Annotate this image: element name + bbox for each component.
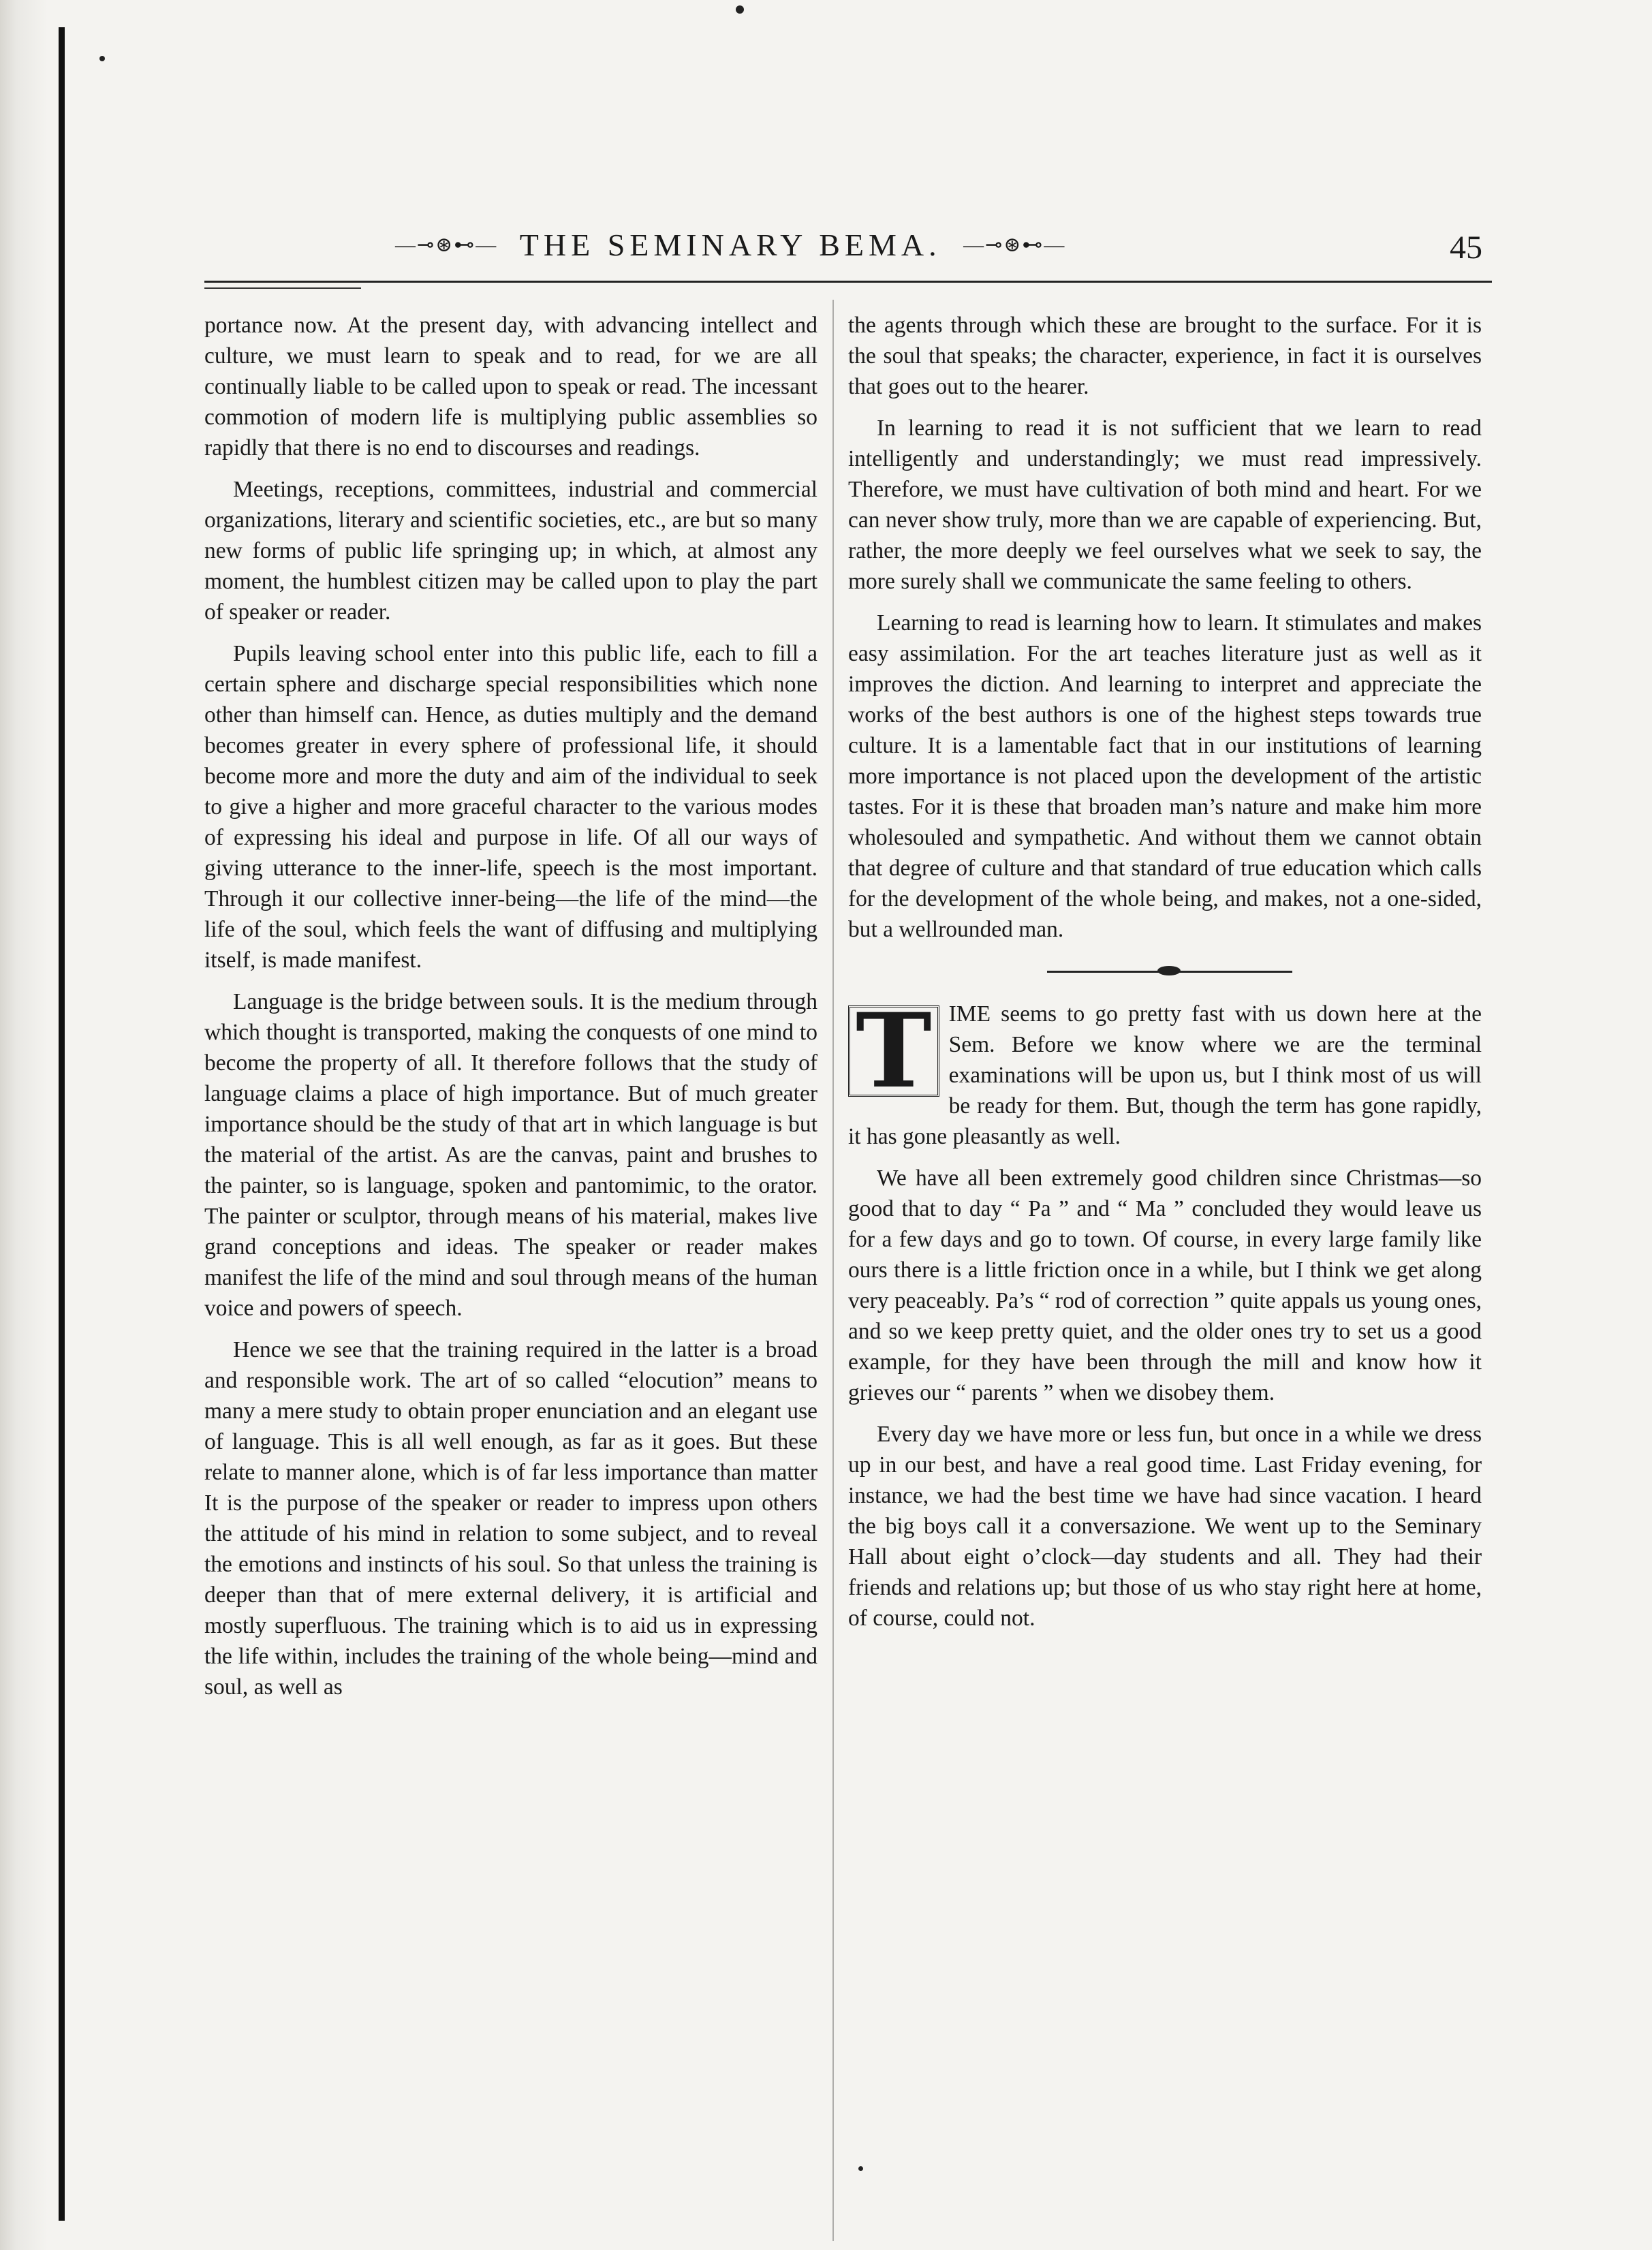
page-number: 45 bbox=[1450, 230, 1482, 266]
paragraph: Learning to read is learning how to learn. It stimulates and makes easy assimilation. For the art teaches literature just as well as it improves the diction. And learning to interpret and appreciate the works of the best authors is one of the highest steps towards true culture. It is a lamentable fact that in our institutions of learning more importance is not placed upon the development of the artistic tastes. For it is these that broaden man’s nature and make him more wholesouled and sympathetic. And without them we cannot obtain that degree of culture and that standard of true education which calls for the development of the whole being, and makes, not a one-sided, but a wellrounded man. bbox=[848, 610, 1482, 942]
right-column bbox=[848, 310, 1482, 1644]
paragraph: Hence we see that the training required in the latter is a broad and responsible work. The art of so called “elocution” means to many a mere study to obtain proper enunciation and an elegant use of language. This is all well enough, as far as it goes. But these relate to manner alone, which is of far less importance than matter It is the purpose of the speaker or reader to impress upon others the attitude of his mind in relation to some subject, and to reveal the emotions and instincts of his soul. So that unless the training is deeper than that of mere external delivery, it is artificial and mostly superfluous. The training which is to aid us in expressing the life within, includes the training of the whole being—mind and soul, as well as bbox=[204, 1337, 817, 1700]
header-rule-short bbox=[204, 287, 361, 289]
page-binding-shadow bbox=[0, 0, 48, 2250]
ink-speck bbox=[99, 56, 105, 61]
section-divider bbox=[1047, 971, 1292, 973]
header-ornament-right: —⊸⊛⊷— bbox=[963, 233, 1066, 256]
drop-cap: T bbox=[848, 1005, 939, 1097]
page-edge-line bbox=[59, 27, 65, 2221]
ink-speck bbox=[736, 5, 744, 14]
header-rule bbox=[204, 281, 1492, 283]
paragraph: Meetings, receptions, committees, industrial and commercial organizations, literary and scientific societies, etc., are but so many new forms of public life springing up; in which, at almost any moment, the humblest citizen may be called upon to play the part of speaker or reader. bbox=[204, 477, 817, 625]
paragraph bbox=[848, 991, 1482, 1152]
paragraph: Every day we have more or less fun, but once in a while we dress up in our best, and have a real good time. Last Friday evening, for instance, we had the best time we have had since vacation. I heard the big boys call it a conversazione. We went up to the Seminary Hall about eight o’clock—day students and all. They had their friends and relations up; but those of us who stay right here at home, of course, could not. bbox=[848, 1422, 1482, 1631]
paragraph: We have all been extremely good children since Christmas—so good that to day “ Pa ” and “ Ma ” concluded they would leave us for a few days and go to town. Of course, in every large family like ours there is a little friction once in a while, but I think we get along very peaceably. Pa’s “ rod of correction ” quite appals us young ones, and so we keep pretty quiet, and the older ones try to set us a good example, for they have been through the mill and know how it grieves our “ parents ” when we disobey them. bbox=[848, 1166, 1482, 1405]
column-divider bbox=[832, 300, 834, 2241]
ink-speck bbox=[858, 2166, 863, 2171]
paragraph: the agents through which these are brought to the surface. For it is the soul that speaks; the character, experience, in fact it is ourselves that goes out to the hearer. bbox=[848, 313, 1482, 399]
header-ornament-left: —⊸⊛⊷— bbox=[395, 233, 498, 256]
paragraph: In learning to read it is not sufficient that we learn to read intelligently and understandingly; we must read impressively. Therefore, we must have cultivation of both mind and heart. For we can never show truly, more than we are capable of experiencing. But, rather, the more deeply we feel ourselves what we seek to say, the more surely shall we communicate the same feeling to others. bbox=[848, 416, 1482, 594]
paragraph-text: IME seems to go pretty fast with us down here at the Sem. Before we know where we are the terminal examinations will be upon us, but I think most of us will be ready for them. But, though the term has gone rapidly, it has gone pleasantly as well. bbox=[848, 1001, 1482, 1149]
running-header bbox=[395, 223, 1499, 271]
divider-ornament bbox=[1157, 966, 1181, 975]
paragraph: portance now. At the present day, with advancing intellect and culture, we must learn to speak and to read, for we are all continually liable to be called upon to speak or read. The incessant commotion of modern life is multiplying public assemblies so rapidly that there is no end to discourses and readings. bbox=[204, 313, 817, 460]
left-column bbox=[204, 310, 817, 1713]
publication-title: THE SEMINARY BEMA. bbox=[519, 227, 941, 262]
paragraph: Pupils leaving school enter into this public life, each to fill a certain sphere and discharge special responsibilities which none other than himself can. Hence, as duties multiply and the demand becomes greater in every sphere of professional life, it should become more and more the duty and aim of the individual to seek to give a higher and more graceful character to the various modes of expressing his ideal and purpose in life. Of all our ways of giving utterance to the inner-life, speech is the most important. Through it our collective inner-being—the life of the mind—the life of the soul, which feels the want of diffusing and multiplying itself, is made manifest. bbox=[204, 641, 817, 973]
paragraph: Language is the bridge between souls. It is the medium through which thought is transported, making the conquests of one mind to become the property of all. It therefore follows that the study of language claims a place of high importance. But of much greater importance should be the study of that art in which language is but the material of the artist. As are the canvas, paint and brushes to the painter, so is language, spoken and pantomimic, to the orator. The painter or sculptor, through means of his material, makes live grand conceptions and ideas. The speaker or reader makes manifest the life of the mind and soul through means of the human voice and powers of speech. bbox=[204, 989, 817, 1321]
